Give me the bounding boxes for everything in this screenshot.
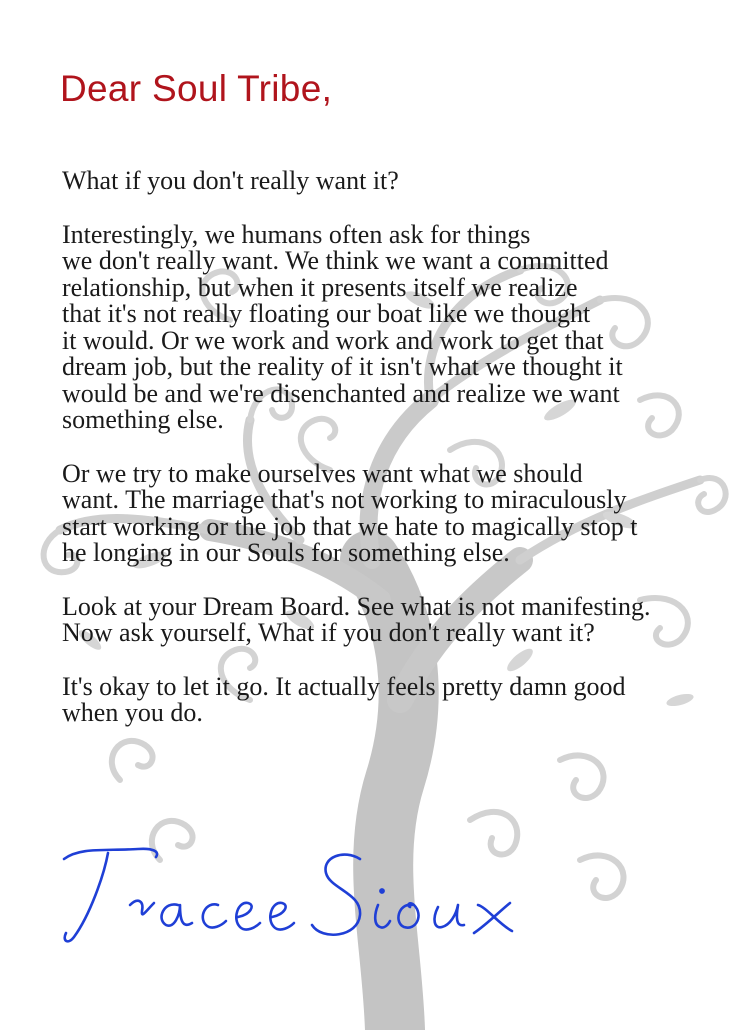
letter-line: he longing in our Souls for something else.	[62, 538, 510, 567]
letter-line: start working or the job that we hate to magically stop t	[62, 511, 638, 541]
letter-body	[62, 168, 727, 727]
letter-line: Interestingly, we humans often ask for things	[62, 219, 531, 249]
letter-line: It's okay to let it go. It actually feels pretty damn good	[62, 671, 626, 701]
letter-line: would be and we're disenchanted and realize we want	[62, 378, 620, 408]
letter-salutation: Dear Soul Tribe,	[60, 68, 333, 109]
letter-line: something else.	[62, 405, 224, 434]
paragraph-let-it-go	[62, 671, 727, 727]
paragraph-interestingly	[62, 219, 727, 434]
letter-line: we don't really want. We think we want a committed	[62, 246, 609, 275]
letter-line: What if you don't really want it?	[62, 166, 399, 195]
letter-line: that it's not really floating our boat like we thought	[62, 299, 591, 328]
paragraph-question	[62, 168, 727, 195]
letter-line: Look at your Dream Board. See what is not manifesting.	[62, 591, 651, 621]
letter-line: Now ask yourself, What if you don't really want it?	[62, 618, 595, 647]
handwritten-signature	[60, 845, 530, 955]
letter-line: relationship, but when it presents itself we realize	[62, 272, 578, 302]
paragraph-dream-board	[62, 591, 727, 647]
letter-line: want. The marriage that's not working to miraculously	[62, 485, 627, 514]
paragraph-or-we-try	[62, 458, 727, 567]
letter-line: when you do.	[62, 698, 203, 727]
letter-line: dream job, but the reality of it isn't what we thought it	[62, 352, 623, 381]
letter-line: Or we try to make ourselves want what we should	[62, 458, 583, 488]
letter-line: it would. Or we work and work and work to get that	[62, 325, 604, 355]
